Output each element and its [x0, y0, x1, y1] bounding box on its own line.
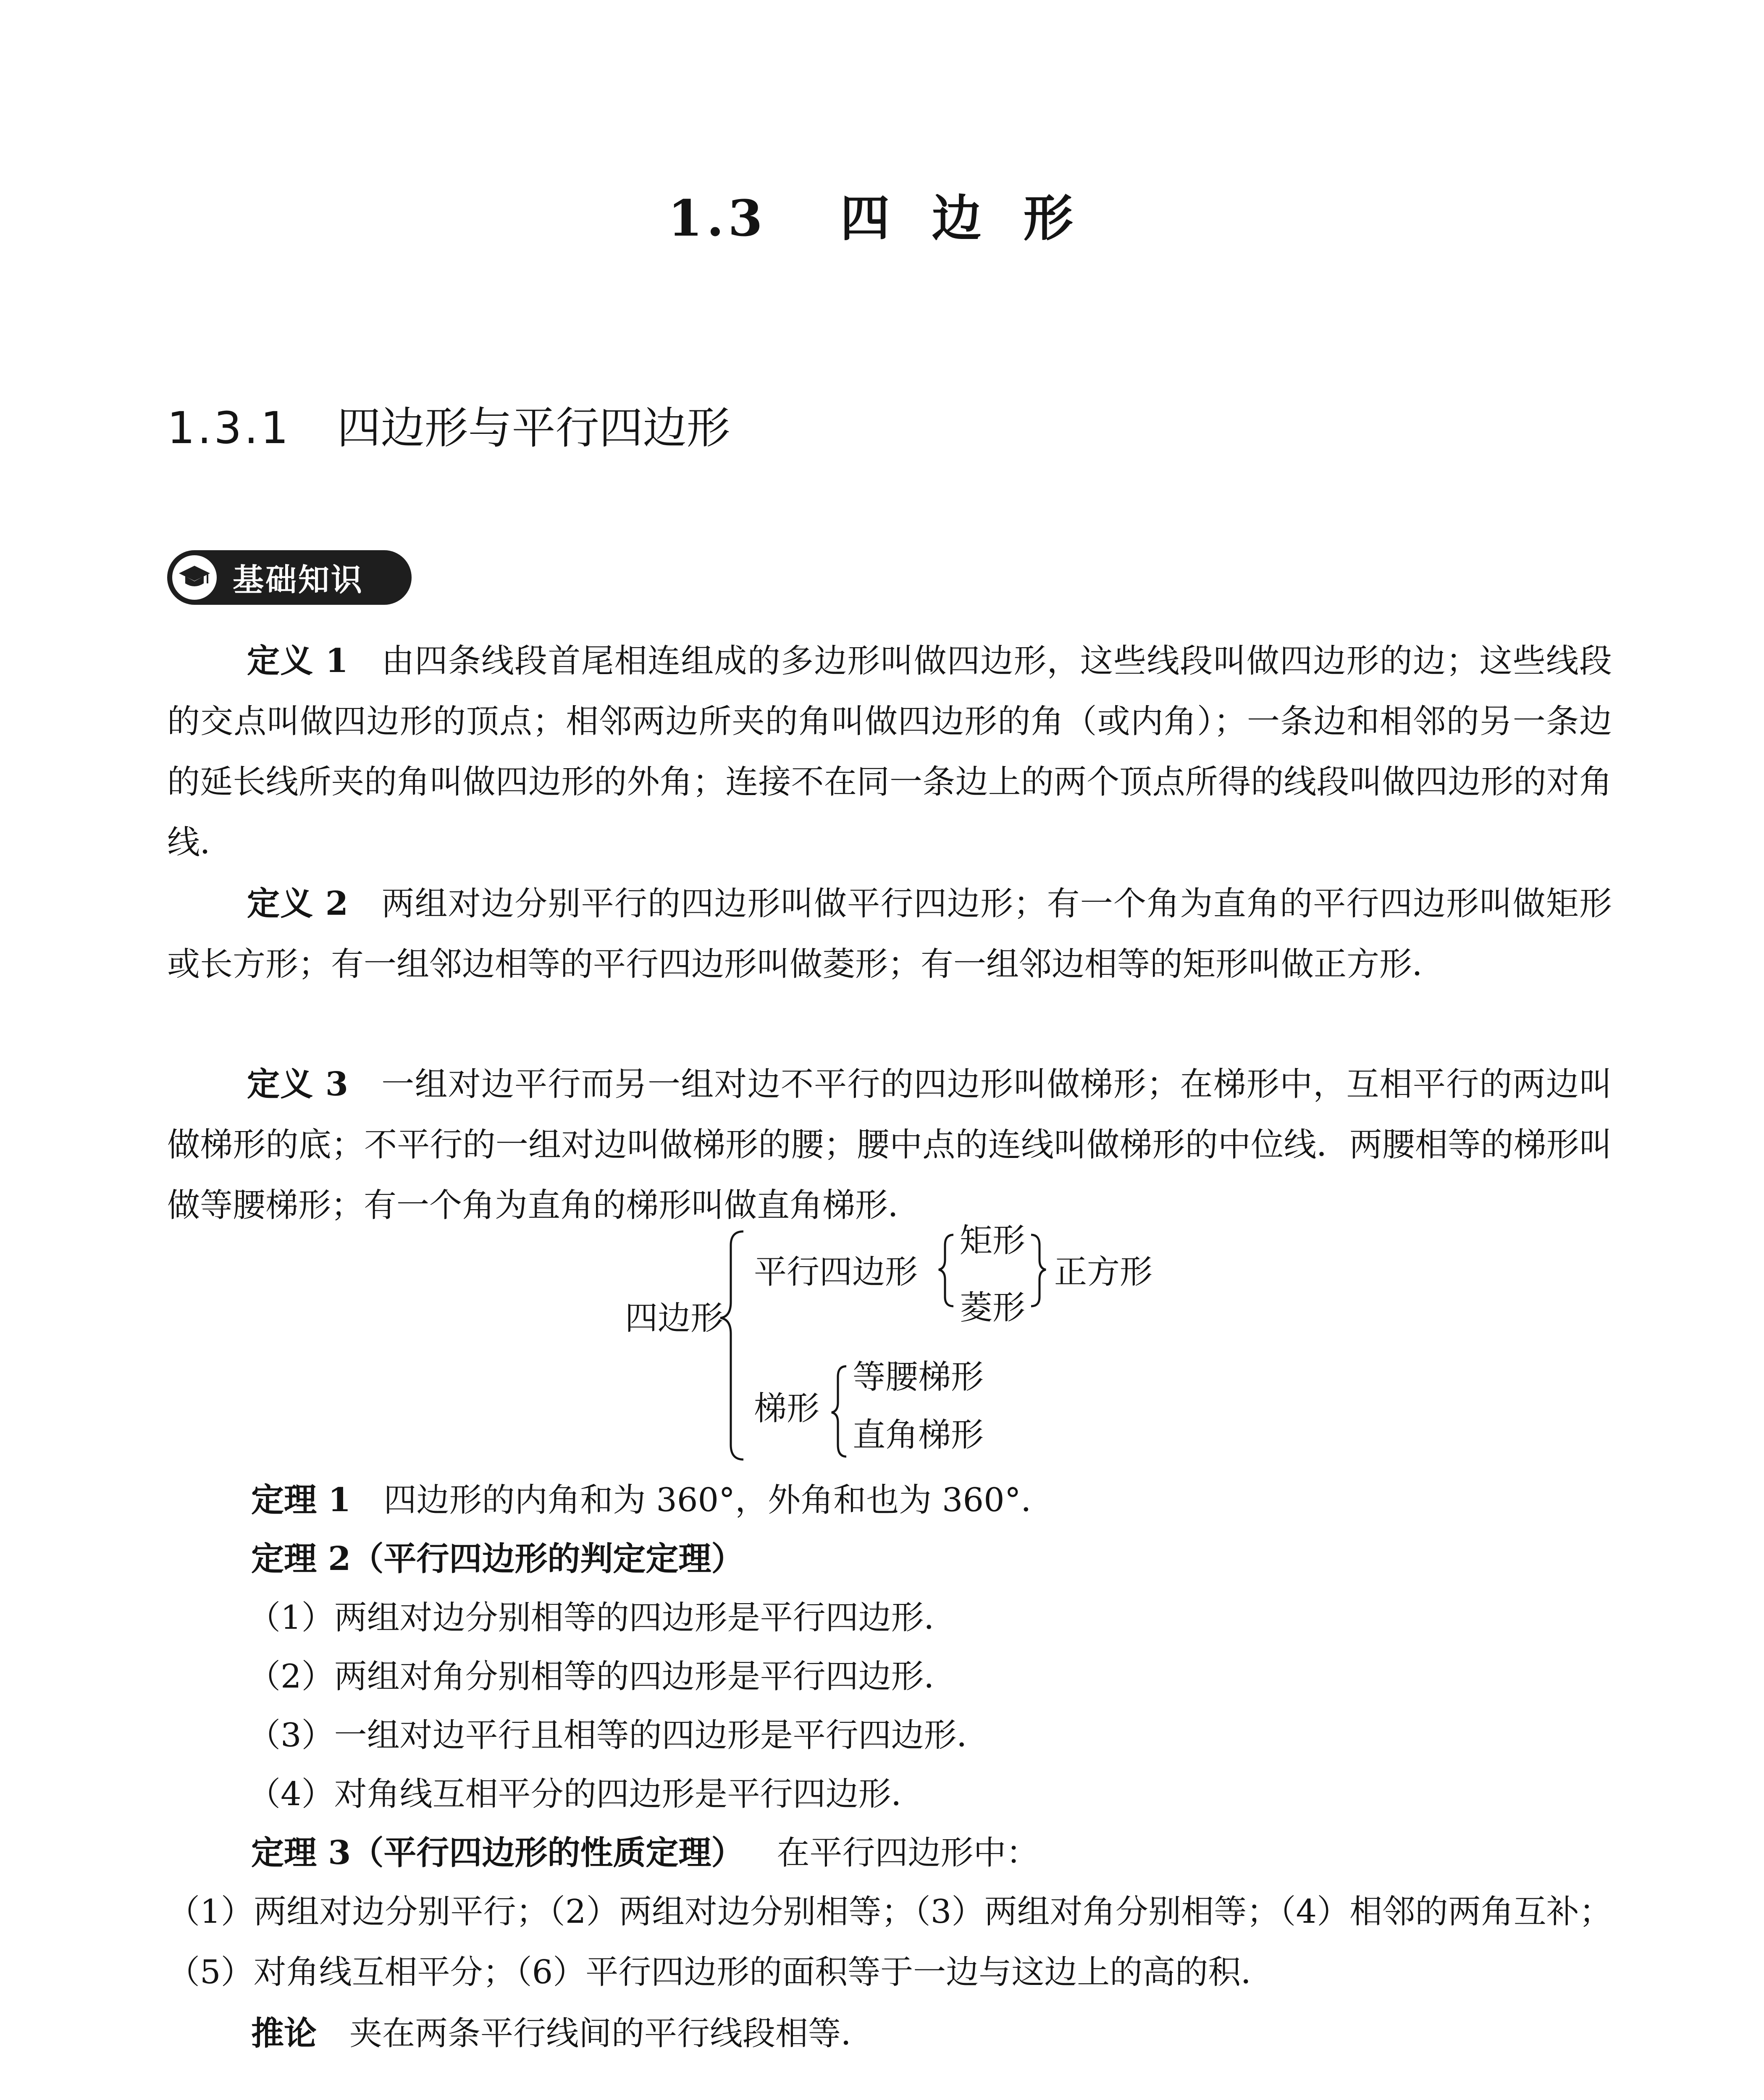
tree-root: 四边形 [625, 1299, 724, 1337]
chapter-title-char: 边 [932, 189, 986, 247]
square-brace [1031, 1235, 1046, 1306]
definition-text: 一组对边平行而另一组对边不平行的四边形叫做梯形；在梯形中，互相平行的两边叫做梯形的底；不平行的一组对边叫做梯形的腰；腰中点的连线叫做梯形的中位线．两腰相等的梯形叫做等腰梯形；有一个角为直角的梯形叫做直角梯形． [167, 1066, 1612, 1224]
definition-1 [167, 631, 1612, 873]
theorem-label: 定理 1 [251, 1481, 351, 1519]
tree-trapezoid: 梯形 [754, 1390, 820, 1428]
theorem-2-item: （2）两组对角分别相等的四边形是平行四边形． [248, 1658, 957, 1696]
tree-square: 正方形 [1054, 1253, 1153, 1291]
section-title [167, 393, 730, 456]
chapter-title-char: 形 [1023, 189, 1077, 247]
definition-label: 定义 2 [247, 885, 349, 923]
theorem-1 [251, 1470, 1054, 1530]
chapter-title [0, 178, 1764, 250]
theorem-2-item: （3）一组对边平行且相等的四边形是平行四边形． [248, 1717, 990, 1754]
graduation-cap-icon [172, 555, 217, 600]
chapter-title-char: 四 [840, 189, 894, 247]
parallelogram-brace [939, 1235, 953, 1306]
definition-2 [167, 874, 1612, 995]
definition-text: 两组对边分别平行的四边形叫做平行四边形；有一个角为直角的平行四边形叫做矩形或长方形；有一组邻边相等的平行四边形叫做菱形；有一组邻边相等的矩形叫做正方形． [167, 885, 1612, 983]
theorem-2-item: （1）两组对边分别相等的四边形是平行四边形． [248, 1599, 957, 1637]
section-number: 1.3.1 [167, 402, 291, 454]
root-brace [720, 1231, 743, 1460]
corollary [251, 2003, 874, 2064]
theorem-3 [251, 1823, 1039, 1883]
basic-knowledge-badge [167, 550, 412, 605]
theorem-lead: 在平行四边形中： [777, 1834, 1039, 1872]
theorem-2 [251, 1529, 744, 1589]
tree-isosceles-trapezoid: 等腰梯形 [853, 1358, 984, 1396]
tree-rectangle: 矩形 [960, 1222, 1026, 1260]
definition-label: 定义 1 [247, 642, 349, 680]
definition-3 [167, 1054, 1612, 1236]
corollary-text: 夹在两条平行线间的平行线段相等． [349, 2015, 874, 2053]
tree-rhombus: 菱形 [960, 1289, 1026, 1327]
theorem-text: 四边形的内角和为 360°，外角和也为 360°． [383, 1481, 1054, 1519]
definition-text: 由四条线段首尾相连组成的多边形叫做四边形，这些线段叫做四边形的边；这些线段的交点叫做四边形的顶点；相邻两边所夹的角叫做四边形的角（或内角）；一条边和相邻的另一条边的延长线所夹的角叫做四边形的外角；连接不在同一条边上的两个顶点所得的线段叫做四边形的对角线． [167, 642, 1612, 861]
theorem-label: 定理 2（平行四边形的判定定理） [251, 1540, 744, 1578]
tree-right-trapezoid: 直角梯形 [853, 1416, 984, 1454]
theorem-2-item: （4）对角线互相平分的四边形是平行四边形． [248, 1775, 924, 1813]
corollary-label: 推论 [251, 2014, 317, 2053]
tree-parallelogram: 平行四边形 [754, 1253, 918, 1291]
trapezoid-brace [832, 1366, 846, 1457]
chapter-number: 1.3 [668, 189, 767, 247]
theorem-label: 定理 3（平行四边形的性质定理） [251, 1834, 744, 1872]
theorem-3-text: （1）两组对边分别平行；（2）两组对边分别相等；（3）两组对角分别相等；（4）相邻的两角互补；（5）对角线互相平分；（6）平行四边形的面积等于一边与这边上的高的积． [167, 1893, 1612, 1991]
definition-label: 定义 3 [247, 1065, 349, 1103]
badge-label: 基础知识 [233, 562, 364, 598]
section-title-text: 四边形与平行四边形 [337, 402, 730, 454]
